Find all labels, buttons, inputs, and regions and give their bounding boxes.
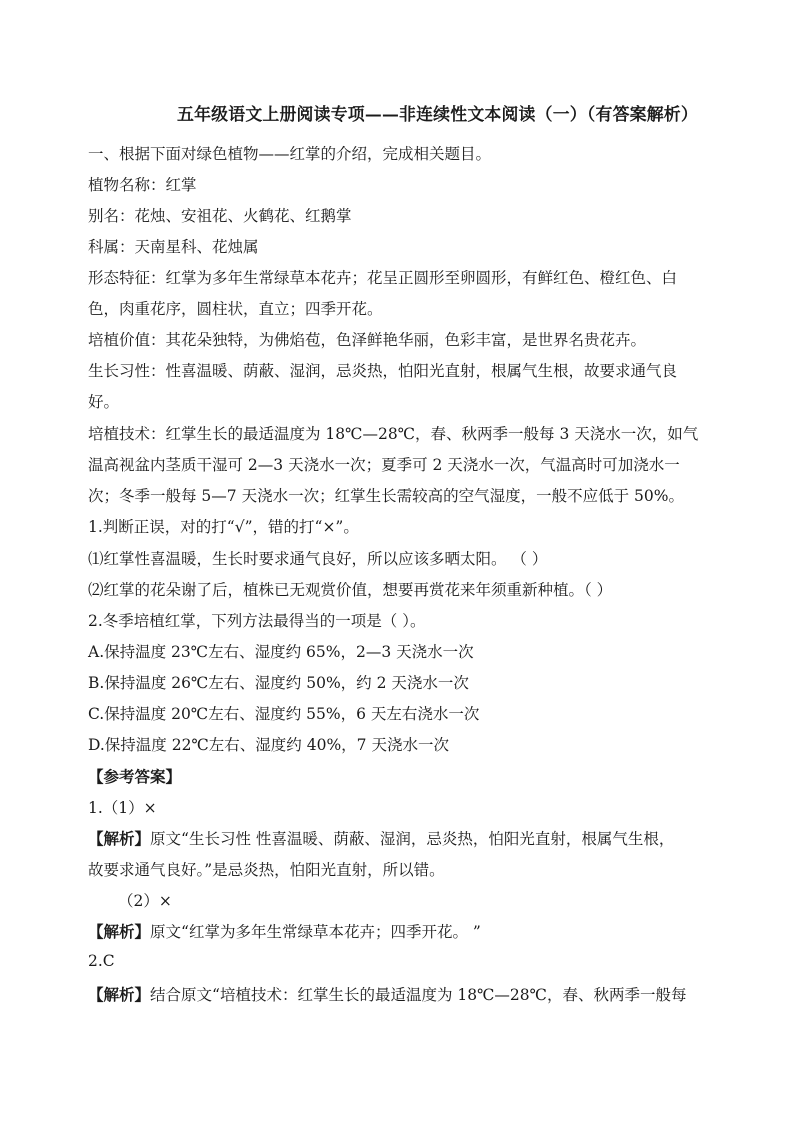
- explanation-label: 【解析】: [88, 829, 151, 848]
- answer-2: 2.C: [88, 952, 115, 970]
- section-heading: 一、根据下面对绿色植物——红掌的介绍，完成相关题目。: [88, 145, 492, 163]
- explanation-1-1-cont: 故要求通气良好。”是忌炎热，怕阳光直射，所以错。: [88, 861, 445, 879]
- explanation-1-1: 【解析】原文“生长习性 性喜温暖、荫蔽、湿润，忌炎热，怕阳光直射，根属气生根，: [88, 829, 675, 848]
- answer-1-2: （2）×: [118, 892, 172, 910]
- plant-name: 植物名称：红掌: [88, 176, 197, 194]
- question-1-item-1: ⑴红掌性喜温暖，生长时要求通气良好，所以应该多晒太阳。 （ ）: [88, 550, 548, 568]
- plant-habit-cont: 好。: [88, 393, 120, 411]
- explanation-2: 【解析】结合原文“培植技术：红掌生长的最适温度为 18℃—28℃，春、秋两季一般每: [88, 985, 687, 1004]
- option-c: C.保持温度 20℃左右、湿度约 55%，6 天左右浇水一次: [88, 705, 480, 723]
- document-title: 五年级语文上册阅读专项——非连续性文本阅读（一）（有答案解析）: [177, 105, 698, 125]
- answer-heading: 【参考答案】: [88, 767, 182, 786]
- plant-value: 培植价值：其花朵独特，为佛焰苞，色泽鲜艳华丽，色彩丰富，是世界名贵花卉。: [88, 331, 647, 349]
- plant-technique: 培植技术：红掌生长的最适温度为 18℃—28℃，春、秋两季一般每 3 天浇水一次，如气: [88, 425, 699, 443]
- option-d: D.保持温度 22℃左右、湿度约 40%，7 天浇水一次: [88, 736, 449, 754]
- plant-family: 科属：天南星科、花烛属: [88, 238, 259, 256]
- option-b: B.保持温度 26℃左右、湿度约 50%，约 2 天浇水一次: [88, 674, 469, 692]
- plant-habit: 生长习性：性喜温暖、荫蔽、湿润，忌炎热，怕阳光直射，根属气生根，故要求通气良: [88, 362, 678, 380]
- answer-1-1: 1.（1）×: [88, 799, 157, 817]
- question-1: 1.判断正误，对的打“√”，错的打“×”。: [88, 518, 359, 536]
- plant-morphology: 形态特征：红掌为多年生常绿草本花卉；花呈正圆形至卵圆形，有鲜红色、橙红色、白: [88, 269, 678, 287]
- explanation-1-2: 【解析】原文“红掌为多年生常绿草本花卉；四季开花。 ”: [88, 922, 481, 941]
- explanation-label: 【解析】: [88, 985, 151, 1004]
- plant-technique-cont-1: 温高视盆内茎质干湿可 2—3 天浇水一次；夏季可 2 天浇水一次，气温高时可加浇水一: [88, 456, 680, 474]
- plant-alias: 别名：花烛、安祖花、火鹤花、红鹅掌: [88, 207, 352, 225]
- option-a: A.保持温度 23℃左右、湿度约 65%，2—3 天浇水一次: [88, 643, 474, 661]
- question-1-item-2: ⑵红掌的花朵谢了后，植株已无观赏价值，想要再赏花来年须重新种植。（ ）: [88, 581, 613, 599]
- plant-technique-cont-2: 次；冬季一般每 5—7 天浇水一次；红掌生长需较高的空气湿度，一般不应低于 50%。: [88, 487, 684, 505]
- question-2: 2.冬季培植红掌，下列方法最得当的一项是（ ）。: [88, 612, 426, 630]
- plant-morphology-cont: 色，肉重花序，圆柱状，直立；四季开花。: [88, 300, 383, 318]
- explanation-label: 【解析】: [88, 922, 151, 941]
